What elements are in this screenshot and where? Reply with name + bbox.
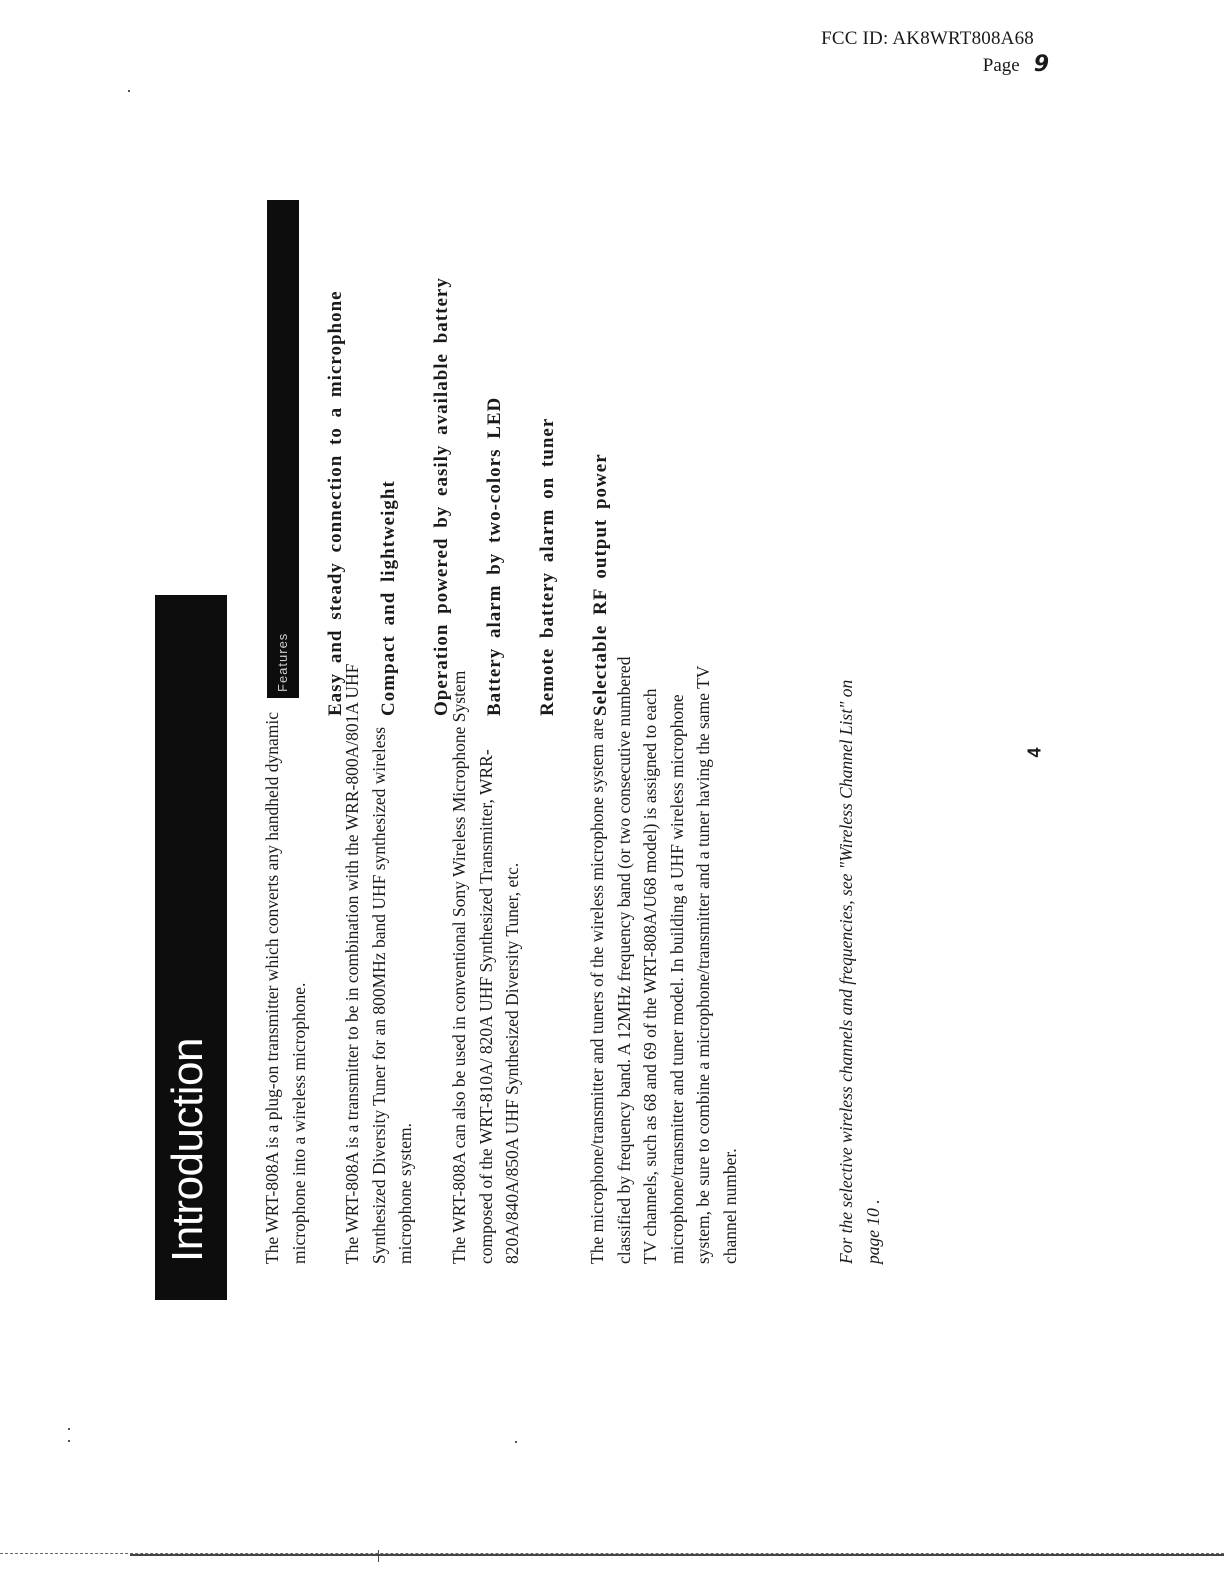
scan-tick-mark [378, 1550, 379, 1562]
page-reference [983, 52, 1049, 77]
intro-paragraph-1: The WRT-808A is a plug-on transmitter which converts any handheld dynamic microphone into a wireless microphone. [262, 711, 309, 1264]
features-heading: Features [275, 632, 290, 692]
reference-note: For the selective wireless channels and frequencies, see "Wireless Channel List" on page 10 . [836, 679, 883, 1264]
rotated-content [155, 200, 1055, 1300]
feature-item: Battery alarm by two-colors LED [484, 396, 505, 716]
handwritten-page-number: 9 [1033, 52, 1049, 77]
scan-edge-line-heavy [130, 1554, 1224, 1556]
section-title-bar [155, 595, 227, 1300]
feature-item: Selectable RF output power [590, 453, 611, 716]
feature-item: Compact and lightweight [378, 480, 399, 716]
fcc-id: FCC ID: AK8WRT808A68 [821, 28, 1034, 49]
intro-paragraph-2: The WRT-808A is a transmitter to be in combination with the WRR-800A/801A UHF Synthesized Diversity Tuner for an 800MHz band UHF synthesized wireless microphone system. [342, 663, 415, 1264]
features-list [325, 277, 643, 716]
page-number: 4 [1024, 747, 1045, 758]
feature-item: Remote battery alarm on tuner [537, 417, 558, 716]
feature-item: Easy and steady connection to a microphone [325, 290, 346, 716]
section-title: Introduction [163, 1038, 212, 1262]
features-heading-bar [267, 200, 299, 698]
feature-item: Operation powered by easily available battery [431, 277, 452, 716]
page-label: Page [982, 55, 1020, 76]
intro-paragraph-3: The WRT-808A can also be used in conventional Sony Wireless Microphone System composed of the WRT-810A/ 820A UHF Synthesized Transmitter, WRR-820A/840A/850A UHF Synthesized Diversity Tuner, etc. [449, 670, 522, 1264]
intro-paragraph-4: The microphone/transmitter and tuners of the wireless microphone system are classified by frequency band. A 12MHz frequency band (or two consecutive numbered TV channels, such as 68 and 69 of the WRT-808A/U68 model) is assigned to each microphone/transmitter and tuner model. In building a UHF wireless microphone system, be sure to combine a microphone/transmitter and a tuner having the same TV channel number. [587, 656, 740, 1264]
